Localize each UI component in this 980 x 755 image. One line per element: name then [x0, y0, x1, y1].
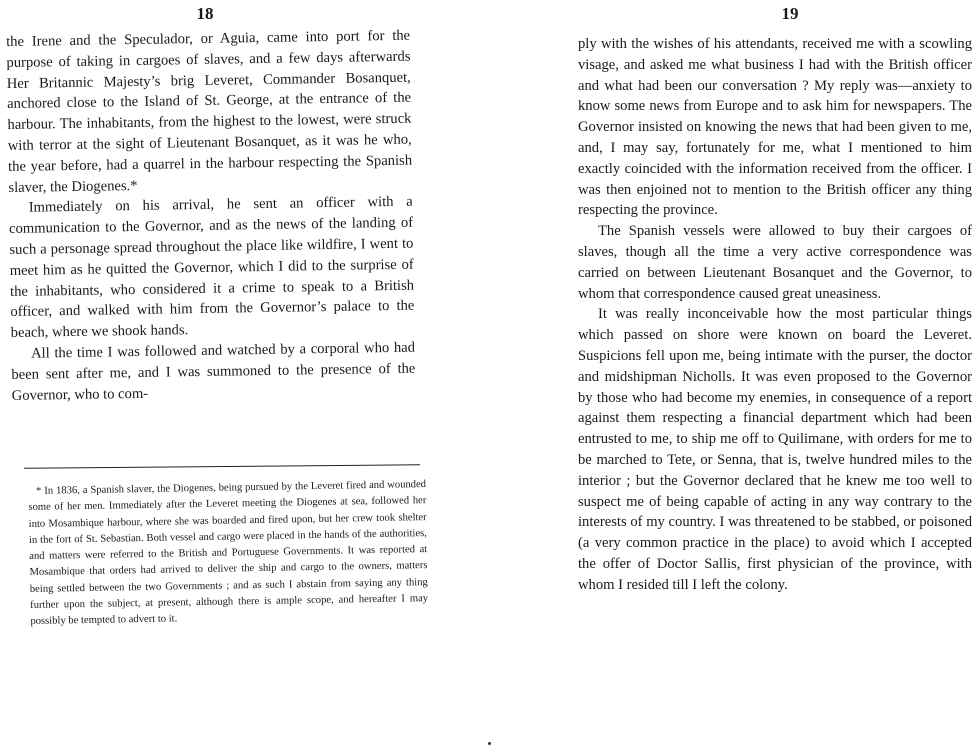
paragraph: All the time I was followed and watched by a corporal who had been sent after me, and I was summoned to the presence of the Governor, who to com- — [11, 339, 416, 404]
paragraph: It was really inconceivable how the most particular things which passed on shore were known on board the Leveret. Suspicions fell upon me, being intimate with the purser, the doctor and midshipman Nicholls. It was even proposed to the Governor by those who had become my enemies, in consequence of a report against them respecting a financial department which had been entrusted to me, to ship me off to Quilimane, with orders for me to be marched to Tete, or Senna, that is, twelve hundred miles to the interior ; but the Governor declared that he knew me too well to suspect me of being capable of acting in any way contrary to the interests of my country. I was threatened to be stabbed, or poisoned (a very common practice in the place) to avoid which I accepted the offer of Doctor Sallis, first physician of the province, with whom I resided till I left the colony. — [578, 306, 972, 593]
left-page-body — [6, 26, 416, 407]
paragraph: ply with the wishes of his attendants, received me with a scowling visage, and asked me what business I had with the British officer and what had been our conversation ? My reply was—anxiety to know some news from Europe and to ask him for newspapers. The Governor insisted on knowing the news that had been given to me, and, I may say, fortunately for me, what I mentioned to him exactly coincided with the information received from the officer. I was then enjoined not to mention to the British officer any thing respecting the province. — [578, 36, 972, 219]
right-page-body — [578, 34, 972, 596]
page-number-right: 19 — [781, 4, 799, 23]
right-page — [560, 0, 980, 755]
paragraph: Immediately on his arrival, he sent an officer with a communication to the Governor, and as the news of the landing of such a personage spread throughout the place like wildfire, I went to meet him as he quitted the Governor, which I did to the surprise of the inhabitants, who considered it a crime to speak to a British officer, and walked with him from the Governor’s palace to the beach, where we shook hands. — [8, 194, 415, 342]
footnote-text: * In 1836, a Spanish slaver, the Diogenes, being pursued by the Leveret fired and wounded some of her men. Immediately after the Leveret meeting the Diogenes at sea, followed her into Mosambique harbour, where she was boarded and fired upon, but her crew took shelter in the fort of St. Sebastian. Both vessel and cargo were placed in the hands of the authorities, and matters were referred to the British and Portuguese Governments. It was reported at Mosambique that orders had arrived to deliver the ship and cargo to the owners, matters being settled between the two Governments ; and as such I abstain from saying any thing further upon the subject, at present, although there is ample scope, and hereafter I may possibly be tempted to advert to it. — [28, 479, 429, 628]
footnote-divider — [24, 464, 420, 468]
left-page — [0, 0, 430, 755]
paragraph: the Irene and the Speculador, or Aguia, came into port for the purpose of taking in cargoes of slaves, and a few days afterwards Her Britannic Majesty’s brig Leveret, Commander Bosanquet, anchored close to the Island of St. George, at the entrance of the harbour. The inhabitants, from the highest to the lowest, were struck with terror at the sight of Lieutenant Bosanquet, as it was he who, the year before, had a quarrel in the harbour respecting the Spanish slaver, the Diogenes.* — [6, 27, 413, 196]
page-number-left: 18 — [196, 4, 214, 23]
ink-speck — [488, 742, 491, 745]
paragraph: The Spanish vessels were allowed to buy their cargoes of slaves, though all the time a very active correspondence was carried on between Lieutenant Bosanquet and the Governor, to whom that correspondence caused great uneasiness. — [578, 223, 972, 302]
footnote — [28, 477, 428, 631]
